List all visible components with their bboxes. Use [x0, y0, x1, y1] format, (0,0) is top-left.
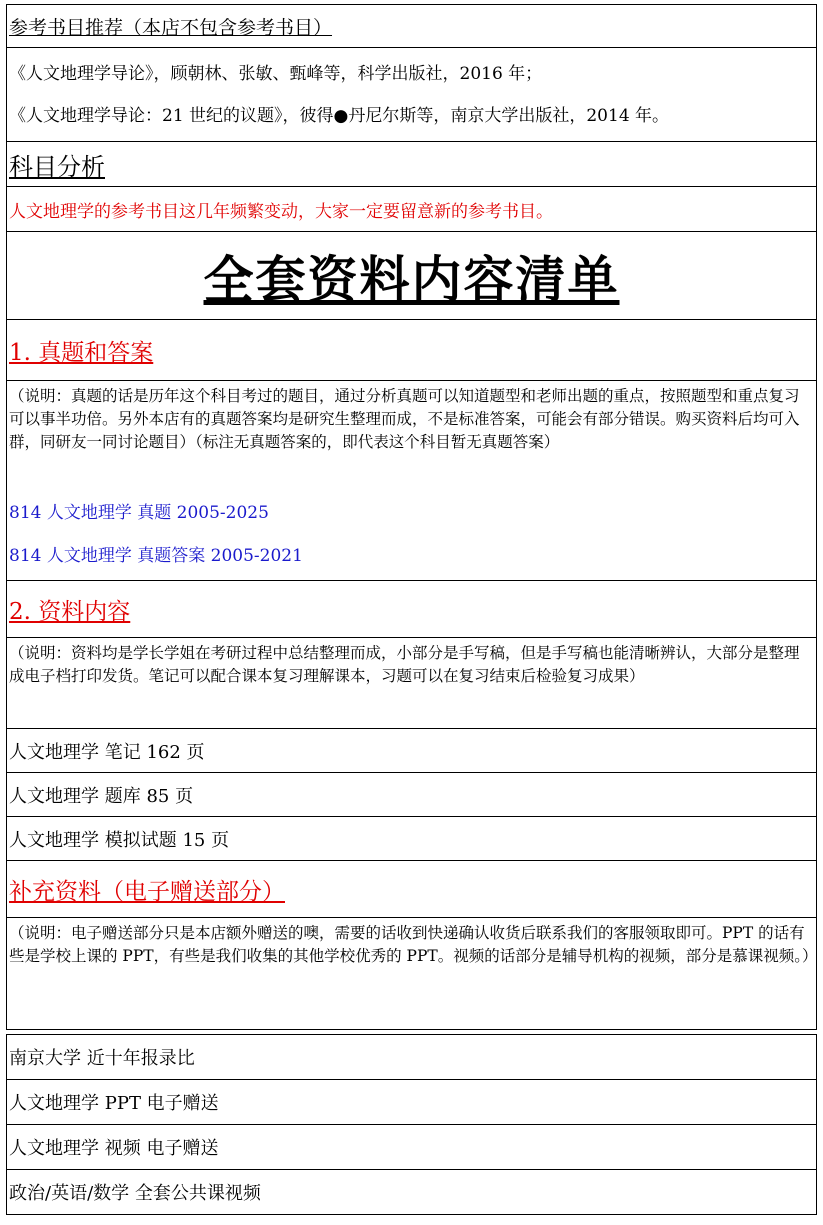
material-item: 人文地理学 题库 85 页 [7, 773, 817, 817]
subject-analysis-text: 人文地理学的参考书目这几年频繁变动，大家一定要留意新的参考书目。 [7, 187, 817, 232]
supplementary-items-table [6, 1034, 817, 1215]
supplementary-item: 政治/英语/数学 全套公共课视频 [7, 1170, 817, 1215]
section-heading-past-exams: 1. 真题和答案 [7, 320, 817, 381]
material-item: 人文地理学 笔记 162 页 [7, 729, 817, 773]
section-note-materials: （说明：资料均是学长学姐在考研过程中总结整理而成，小部分是手写稿，但是手写稿也能清晰辨认，大部分是整理成电子档打印发货。笔记可以配合课本复习理解课本，习题可以在复习结束后检验复习成果） [7, 638, 817, 729]
supplementary-item: 人文地理学 视频 电子赠送 [7, 1125, 817, 1170]
page-title: 全套资料内容清单 [7, 232, 817, 320]
content-table [6, 4, 817, 1030]
reference-book-item: 《人文地理学导论：21 世纪的议题》，彼得●丹尼尔斯等，南京大学出版社，2014 年。 [9, 105, 670, 126]
section-note-supplementary: （说明：电子赠送部分只是本店额外赠送的噢，需要的话收到快递确认收货后联系我们的客服领取即可。PPT 的话有些是学校上课的 PPT，有些是我们收集的其他学校优秀的 PPT。视频的话部分是辅导机构的视频，部分是慕课视频。） [7, 918, 817, 1030]
exam-item: 814 人文地理学 真题答案 2005-2021 [9, 546, 303, 566]
document-page [6, 4, 817, 1215]
subject-analysis-heading: 科目分析 [7, 142, 817, 187]
supplementary-item: 南京大学 近十年报录比 [7, 1035, 817, 1080]
reference-books-heading: 参考书目推荐（本店不包含参考书目） [7, 5, 817, 48]
section-note-past-exams [7, 381, 817, 581]
supplementary-item: 人文地理学 PPT 电子赠送 [7, 1080, 817, 1125]
reference-books-list [7, 48, 817, 142]
section-heading-materials: 2. 资料内容 [7, 581, 817, 638]
reference-book-item: 《人文地理学导论》，顾朝林、张敏、甄峰等，科学出版社，2016 年； [9, 63, 543, 84]
exam-item: 814 人文地理学 真题 2005-2025 [9, 503, 269, 523]
section-heading-supplementary: 补充资料（电子赠送部分） [7, 861, 817, 918]
note-text: （说明：真题的话是历年这个科目考过的题目，通过分析真题可以知道题型和老师出题的重点，按照题型和重点复习可以事半功倍。另外本店有的真题答案均是研究生整理而成，不是标准答案，可能会有部分错误。购买资料后均可入群，同研友一同讨论题目）（标注无真题答案的，即代表这个科目暂无真题答案） [9, 387, 800, 451]
material-item: 人文地理学 模拟试题 15 页 [7, 817, 817, 861]
